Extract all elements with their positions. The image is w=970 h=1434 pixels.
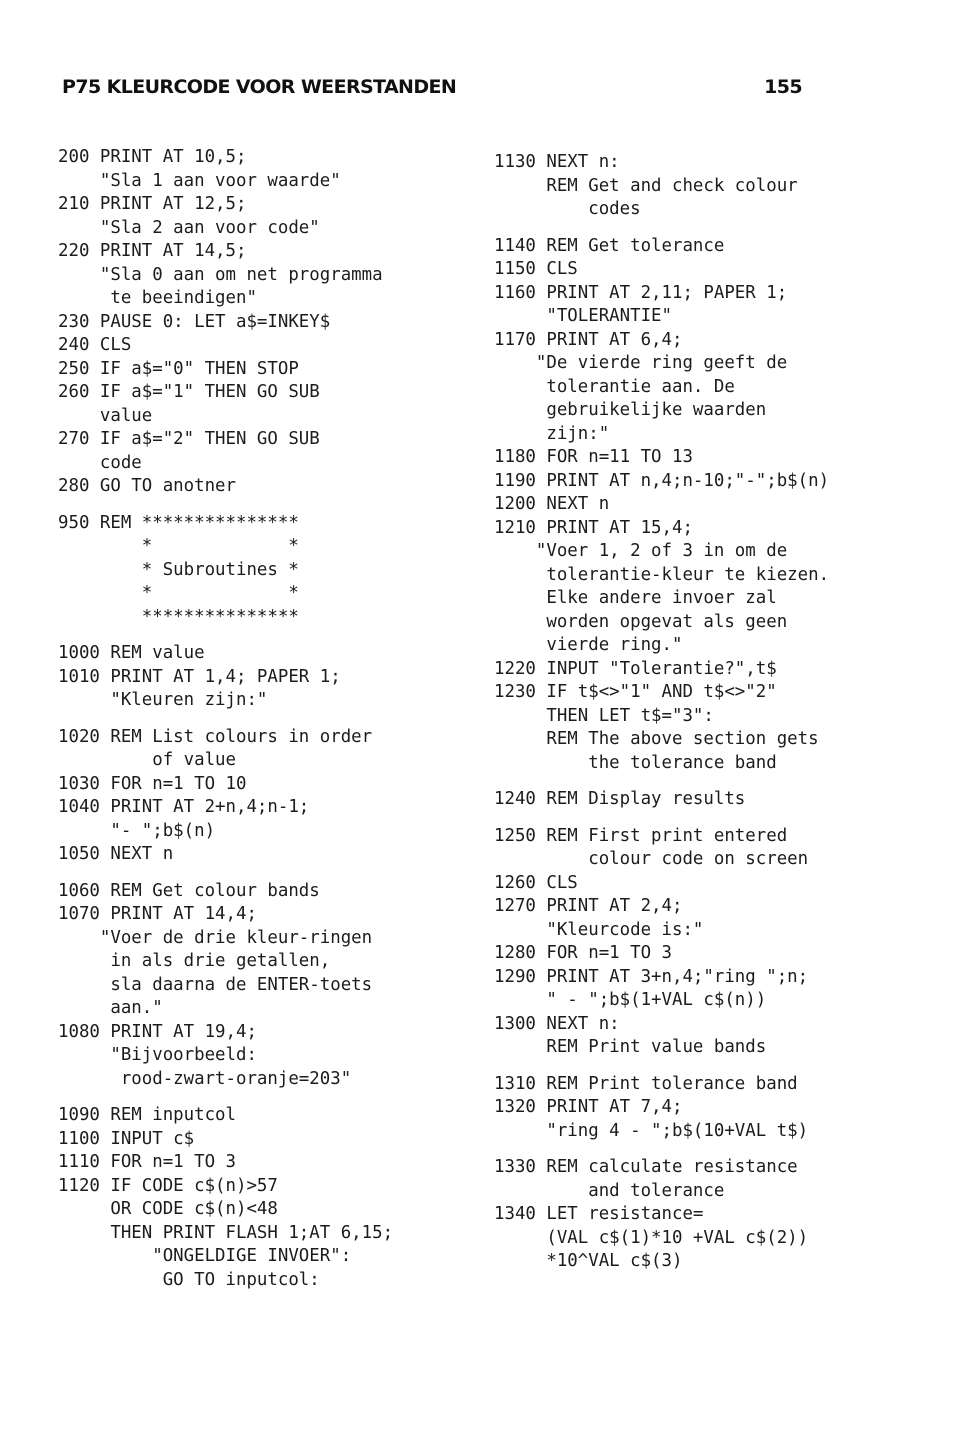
code-line: 1250 REM First print entered [494, 825, 788, 846]
code-line: "Sla 2 aan voor code" [58, 217, 320, 238]
page-title: P75 KLEURCODE VOOR WEERSTANDEN [62, 76, 457, 98]
code-line: * * [58, 583, 299, 603]
code-line: 1020 REM List colours in order [58, 726, 373, 747]
code-line: 1010 PRINT AT 1,4; PAPER 1; [58, 666, 341, 687]
code-line: THEN LET t$="3": [494, 705, 714, 726]
code-line: "- ";b$(n) [58, 820, 216, 841]
code-line: 1300 NEXT n: [494, 1013, 620, 1034]
code-line: 1230 IF t$<>"1" AND t$<>"2" [494, 682, 777, 702]
code-line: 200 PRINT AT 10,5; [58, 147, 247, 167]
code-line: rood-zwart-oranje=203" [58, 1068, 352, 1089]
code-line: 1200 NEXT n [494, 494, 610, 514]
code-line: 240 CLS [58, 335, 132, 355]
code-line: gebruikelijke waarden [494, 400, 767, 420]
code-line: 1000 REM value [58, 643, 205, 663]
code-line: "ring 4 - ";b$(10+VAL t$) [494, 1120, 809, 1141]
code-listing-right-column [494, 151, 914, 1274]
code-line: 250 IF a$="0" THEN STOP [58, 358, 299, 379]
code-line: 1260 CLS [494, 872, 578, 893]
page-header [62, 76, 802, 106]
code-line: * Subroutines * [58, 559, 299, 580]
code-listing-left-column [58, 146, 458, 1292]
code-line: GO TO inputcol: [58, 1269, 320, 1290]
code-line: "De vierde ring geeft de [494, 353, 788, 373]
code-line: "Sla 1 aan voor waarde" [58, 170, 341, 191]
code-line: 1130 NEXT n: [494, 152, 620, 172]
code-line: 1290 PRINT AT 3+n,4;"ring ";n; [494, 966, 809, 987]
code-line: 1100 INPUT c$ [58, 1128, 195, 1149]
code-line [58, 1091, 458, 1104]
code-line: codes [494, 199, 641, 219]
code-line [58, 629, 458, 642]
code-line: 1240 REM Display results [494, 789, 746, 809]
code-line: and tolerance [494, 1180, 725, 1201]
code-line [58, 867, 458, 880]
code-line: "Sla 0 aan om net programma [58, 264, 383, 285]
code-line: vierde ring." [494, 635, 683, 655]
code-line: REM Print value bands [494, 1037, 767, 1057]
code-line: 1110 FOR n=1 TO 3 [58, 1152, 236, 1172]
code-line: "Kleurcode is:" [494, 919, 704, 940]
code-line: REM Get and check colour [494, 175, 798, 196]
code-line: 1160 PRINT AT 2,11; PAPER 1; [494, 282, 788, 303]
code-line: 210 PRINT AT 12,5; [58, 194, 247, 214]
code-line: of value [58, 750, 236, 770]
code-line: 1140 REM Get tolerance [494, 235, 725, 256]
code-line: "Voer de drie kleur-ringen [58, 927, 373, 948]
code-line: "TOLERANTIE" [494, 306, 672, 326]
code-line: *10^VAL c$(3) [494, 1251, 683, 1271]
code-line: sla daarna de ENTER-toets [58, 974, 373, 995]
code-line: 1280 FOR n=1 TO 3 [494, 943, 672, 963]
code-line: worden opgevat als geen [494, 611, 788, 632]
code-line: 1330 REM calculate resistance [494, 1157, 798, 1177]
code-line: " - ";b$(1+VAL c$(n)) [494, 990, 767, 1010]
code-line: *************** [58, 606, 299, 627]
code-line: REM The above section gets [494, 729, 819, 749]
code-line: value [58, 405, 153, 426]
code-line: 1060 REM Get colour bands [58, 880, 320, 901]
code-line: "Kleuren zijn:" [58, 690, 268, 710]
code-line: te beeindigen" [58, 288, 257, 308]
code-line: 1030 FOR n=1 TO 10 [58, 773, 247, 794]
code-line: "ONGELDIGE INVOER": [58, 1246, 352, 1266]
code-line [58, 499, 458, 512]
code-line: 280 GO TO anotner [58, 476, 236, 496]
code-line: "Bijvoorbeeld: [58, 1045, 257, 1065]
code-line: THEN PRINT FLASH 1;AT 6,15; [58, 1222, 394, 1243]
code-line: 1170 PRINT AT 6,4; [494, 329, 683, 350]
code-line: 1270 PRINT AT 2,4; [494, 896, 683, 916]
code-line: (VAL c$(1)*10 +VAL c$(2)) [494, 1227, 809, 1248]
code-line [58, 713, 458, 726]
code-line: tolerantie aan. De [494, 376, 735, 397]
code-line: 1310 REM Print tolerance band [494, 1073, 798, 1094]
code-line: 1070 PRINT AT 14,4; [58, 904, 257, 924]
code-line: tolerantie-kleur te kiezen. [494, 564, 830, 585]
code-line: 1190 PRINT AT n,4;n-10;"-";b$(n) [494, 470, 830, 491]
code-line: zijn:" [494, 423, 610, 444]
code-line: 1080 PRINT AT 19,4; [58, 1021, 257, 1042]
code-line: OR CODE c$(n)<48 [58, 1199, 278, 1219]
code-line: 1050 NEXT n [58, 844, 174, 864]
code-line: 1320 PRINT AT 7,4; [494, 1097, 683, 1117]
code-line: 1090 REM inputcol [58, 1105, 236, 1125]
code-line: 270 IF a$="2" THEN GO SUB [58, 429, 320, 449]
code-line: colour code on screen [494, 849, 809, 869]
code-line [494, 1060, 914, 1073]
code-line: 230 PAUSE 0: LET a$=INKEY$ [58, 311, 331, 332]
code-line: 1220 INPUT "Tolerantie?",t$ [494, 658, 777, 679]
code-line: 1210 PRINT AT 15,4; [494, 517, 693, 538]
code-line [494, 1143, 914, 1156]
code-line [494, 222, 914, 235]
code-line: 1120 IF CODE c$(n)>57 [58, 1175, 278, 1196]
code-line: code [58, 452, 142, 473]
code-line: 260 IF a$="1" THEN GO SUB [58, 382, 320, 402]
code-line: 950 REM *************** [58, 512, 299, 533]
code-line: aan." [58, 998, 163, 1018]
code-line: the tolerance band [494, 752, 777, 773]
code-line: 1040 PRINT AT 2+n,4;n-1; [58, 797, 310, 817]
code-line: 1180 FOR n=11 TO 13 [494, 447, 693, 467]
code-line: 220 PRINT AT 14,5; [58, 241, 247, 261]
code-line: Elke andere invoer zal [494, 588, 777, 608]
code-line [494, 812, 914, 825]
code-line: 1340 LET resistance= [494, 1204, 704, 1224]
page-number: 155 [764, 76, 802, 98]
code-line: in als drie getallen, [58, 951, 331, 971]
code-line: 1150 CLS [494, 259, 578, 279]
code-line: "Voer 1, 2 of 3 in om de [494, 541, 788, 561]
code-line: * * [58, 536, 299, 556]
code-line [494, 775, 914, 788]
